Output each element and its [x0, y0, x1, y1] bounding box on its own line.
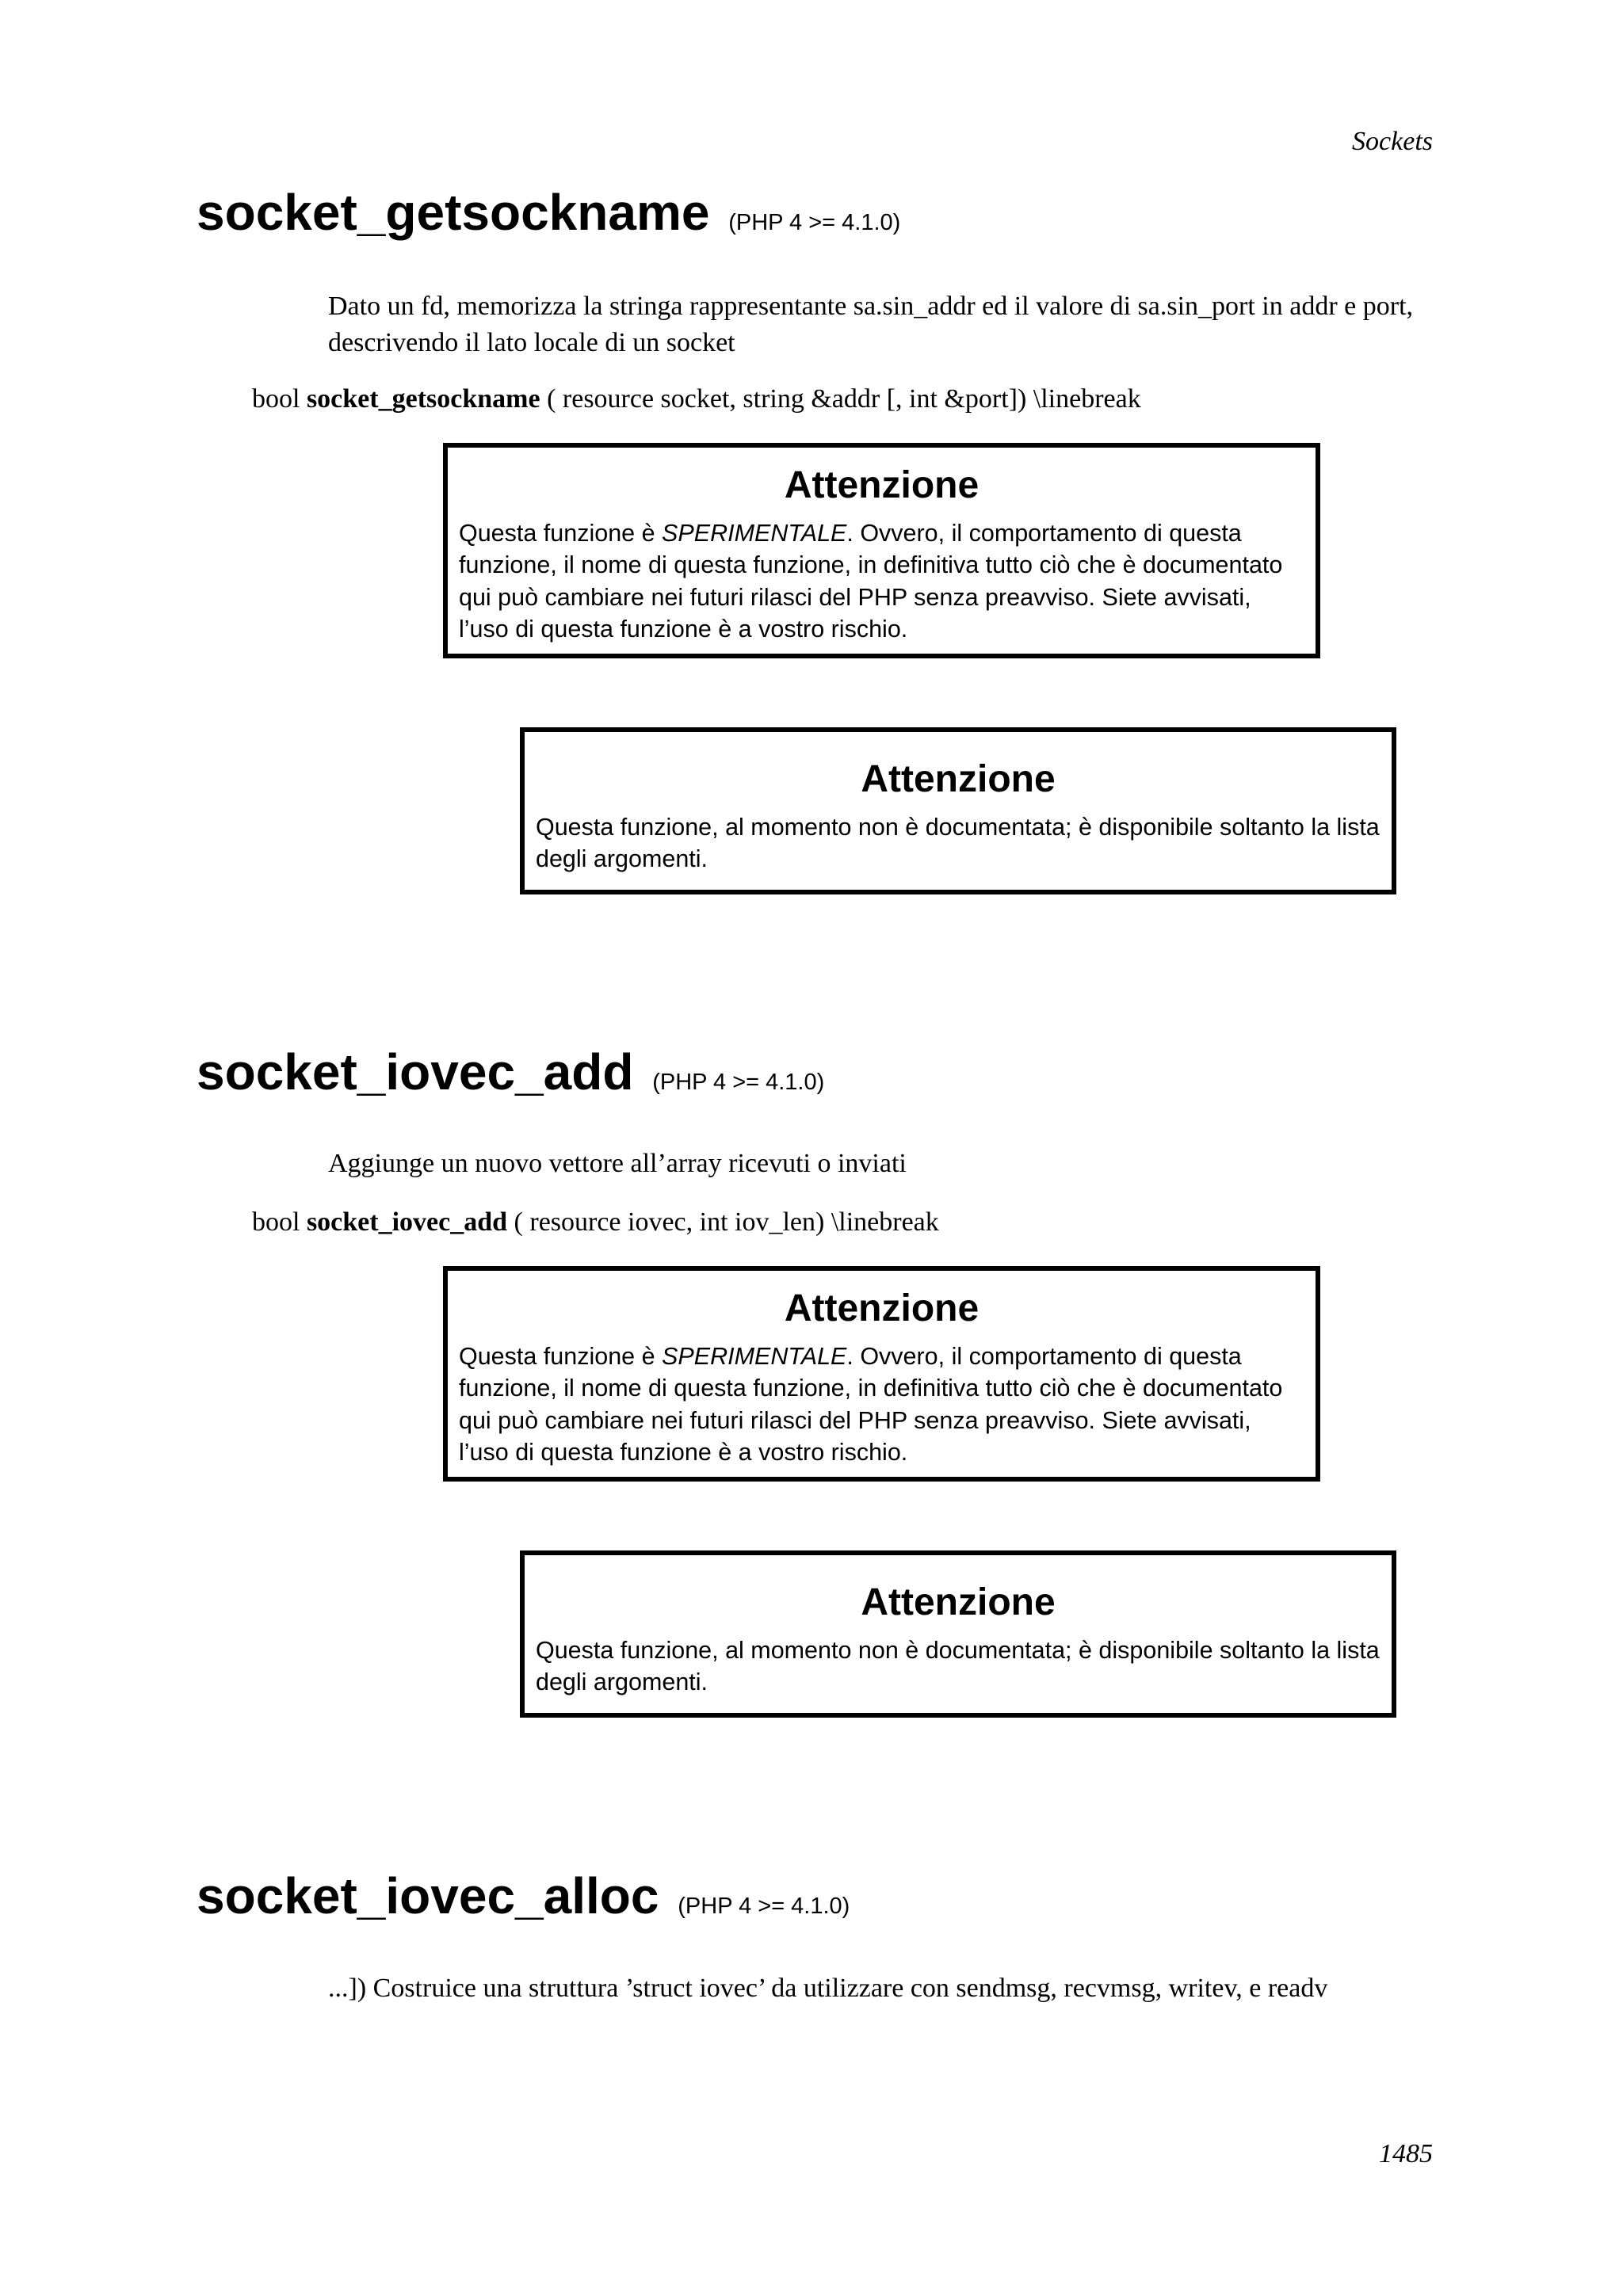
warning-box-undocumented: [520, 1550, 1396, 1718]
warning-text-lead: Questa funzione è: [459, 520, 663, 547]
warning-box-undocumented: [520, 727, 1396, 894]
function-description: ...]) Costruice una struttura ’struct iovec’ da utilizzare con sendmsg, recvmsg, writev, e readv: [328, 1974, 1328, 2003]
signature-function-name: socket_iovec_add: [306, 1207, 508, 1237]
warning-text: Questa funzione, al momento non è documentata; è disponibile soltanto la lista degli argomenti.: [536, 814, 1380, 873]
signature-return-type: bool: [252, 384, 300, 414]
warning-text: [459, 1341, 1304, 1468]
function-signature: [252, 384, 1141, 414]
version-note: (PHP 4 >= 4.1.0): [678, 1894, 850, 1919]
function-title: [197, 1043, 825, 1100]
function-signature: [252, 1207, 939, 1238]
warning-title: Attenzione: [861, 1581, 1056, 1623]
warning-text: [459, 517, 1304, 645]
function-name: socket_iovec_add: [197, 1043, 634, 1100]
warning-title: Attenzione: [861, 758, 1056, 800]
warning-box-experimental: [443, 1266, 1320, 1482]
signature-function-name: socket_getsockname: [306, 384, 540, 414]
warning-title: Attenzione: [784, 1287, 980, 1329]
function-name: socket_getsockname: [197, 184, 710, 241]
function-name: socket_iovec_alloc: [197, 1867, 659, 1924]
running-header: Sockets: [1352, 127, 1433, 156]
version-note: (PHP 4 >= 4.1.0): [652, 1070, 825, 1095]
function-description: Aggiunge un nuovo vettore all’array ricevuti o inviati: [328, 1149, 907, 1178]
function-description: Dato un fd, memorizza la stringa rappresentante sa.sin_addr ed il valore di sa.sin_port in addr e port, descrivendo il lato locale di un socket: [328, 292, 1414, 358]
warning-text-emphasis: SPERIMENTALE: [662, 520, 847, 547]
page-number: 1485: [1379, 2139, 1433, 2168]
function-title: [197, 184, 901, 241]
version-note: (PHP 4 >= 4.1.0): [728, 210, 901, 235]
signature-return-type: bool: [252, 1207, 300, 1237]
function-title: [197, 1867, 850, 1924]
warning-text-lead: Questa funzione è: [459, 1343, 663, 1370]
warning-title: Attenzione: [784, 464, 980, 506]
warning-text: Questa funzione, al momento non è documentata; è disponibile soltanto la lista degli argomenti.: [536, 1637, 1380, 1696]
warning-text-emphasis: SPERIMENTALE: [662, 1343, 847, 1370]
warning-text-rest: . Ovvero, il comportamento di questa funzione, il nome di questa funzione, in definitiva tutto ciò che è documentato qui può cambiare nei futuri rilasci del PHP senza preavviso. Siete avvisati, l’uso di questa funzione è a vostro rischio.: [459, 1343, 1283, 1466]
signature-arguments: ( resource socket, string &addr [, int &port]) \linebreak: [547, 384, 1141, 414]
warning-box-experimental: [443, 443, 1320, 658]
signature-arguments: ( resource iovec, int iov_len) \linebreak: [514, 1207, 939, 1237]
warning-text-rest: . Ovvero, il comportamento di questa funzione, il nome di questa funzione, in definitiva tutto ciò che è documentato qui può cambiare nei futuri rilasci del PHP senza preavviso. Siete avvisati, l’uso di questa funzione è a vostro rischio.: [459, 520, 1283, 643]
